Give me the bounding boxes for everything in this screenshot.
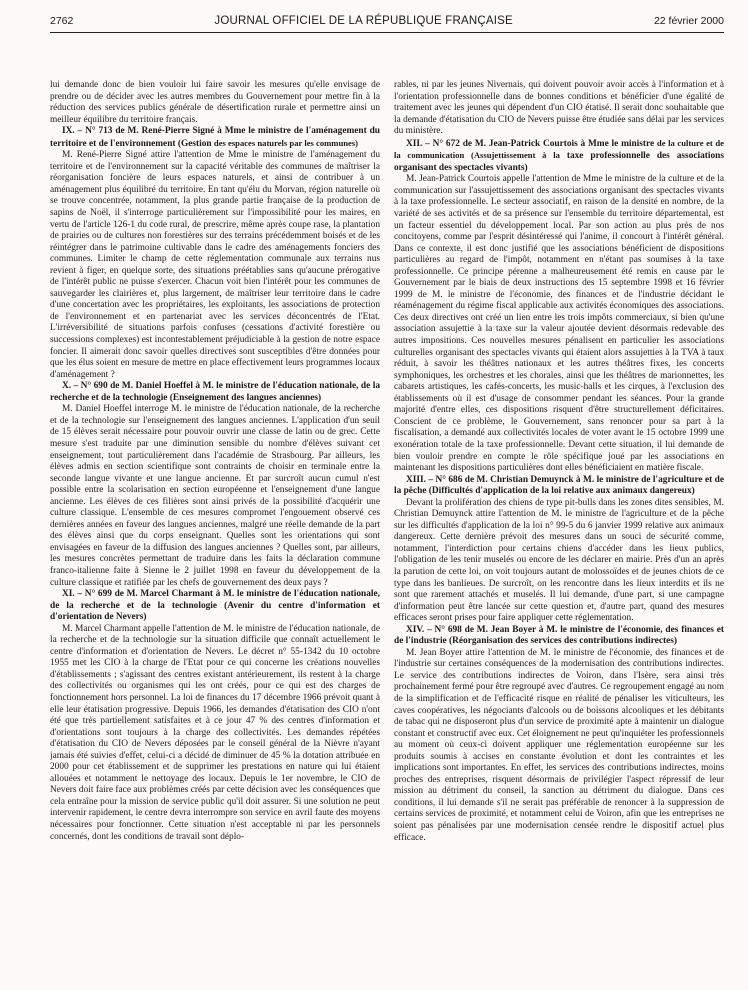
left-column xyxy=(50,80,380,972)
question-672-title: XII. – N° 672 de M. Jean-Patrick Courtois à Mme le ministre xyxy=(406,138,655,149)
header-rule xyxy=(50,32,724,33)
question-698-body: M. Jean Boyer attire l'attention de M. le ministre de l'économie, des finances et de l'industrie sur certaines conséquences de la modernisation des contributions indirectes. Le service des contributions indirectes de Voiron, dans l'Isère, sera ainsi très prochainement fermé pour être regroupé avec d'autres. Ce regroupement engagé au nom de la simplification et de l'efficacité risque en réalité de pénaliser les viticulteurs, les caves coopératives, les négociants d'alcools ou de boissons alcooliques et les débitants de tabac qui ne disposeront plus d'un service de proximité apte à maintenir un dialogue constant et constructif avec eux. Cet éloignement ne peut qu'inquiéter les professionnels au moment où ceux-ci doivent appliquer une réglementation européenne sur les produits soumis à accises en constante évolution et dont les contraintes et les implications sont importantes. En effet, les services des contributions indirectes, moins proches des entreprises, risquent désormais de privilégier l'aspect répressif de leur mission au détriment du conseil, la sanction au détriment du dialogue. Dans ces conditions, il lui demande s'il ne serait pas préférable de renoncer à la suppression de certains services de proximité, et notamment celui de Voiron, afin que les entreprises ne soient pas pénalisées par une modernisation censée rendre le dispositif actuel plus efficace. xyxy=(394,647,724,843)
question-713-subtitle: des espaces naturels par les communes) xyxy=(213,137,359,148)
continued-paragraph: lui demande donc de bien vouloir lui faire savoir les mesures qu'elle envisage de prendre ou de décider avec les autres membres du Gouvernement pour mettre fin à la réduction des services publics générale de désertification rurale et permettre ainsi un meilleur équilibre du territoire français. xyxy=(50,80,380,125)
question-713-heading xyxy=(50,126,380,150)
right-column xyxy=(394,80,724,972)
question-672-heading xyxy=(394,138,724,175)
question-699-title: XI. – N° 699 de M. Marcel Charmant à M. le ministre de l'éducation nationale, de la recherche et de la technologie (Avenir du centre d'information et d'orientation de Nevers) xyxy=(50,589,380,623)
continued-paragraph-right: rables, ni par les jeunes Nivernais, qui doivent pouvoir avoir accès à l'information et à l'orientation professionnelle dans de bonnes conditions et bénéficier d'une égalité de traitement avec les jeunes qui dépendent d'un CIO étatisé. Il serait donc souhaitable que la demande d'étatisation du CIO de Nevers puisse être étudiée sans délai par les services du ministère. xyxy=(394,80,724,137)
question-699-body: M. Marcel Charmant appelle l'attention de M. le ministre de l'éducation nationale, de la recherche et de la technologie sur la situation difficile que connaît actuellement le centre d'information et d'orientation de Nevers. Le décret n° 55-1342 du 10 octobre 1955 met les CIO à la charge de l'Etat pour ce qui concerne les créations nouvelles d'établissements ; s'agissant des centres existant antérieurement, ils restent à la charge des collectivités ou organismes qui les ont créés, pour ce qui est des charges de fonctionnement hors personnel. La loi de finances du 17 décembre 1966 prévoit quant à elle leur étatisation progressive. Depuis 1966, les demandes d'étatisation des CIO n'ont été que très partiellement satisfaites et à ce jour 47 % des centres d'information et d'orientations sont toujours à la charge des collectivités. Les demandes répétées d'étatisation du CIO de Nevers déposées par le conseil général de la Nièvre n'ayant jamais été suivies d'effet, celui-ci a décidé de diminuer de 45 % la dotation attribuée en 2000 pour cet établissement et de supprimer les prestations en nature qui lui étaient allouées et notamment le nettoyage des locaux. Depuis le 1er novembre, le CIO de Nevers doit faire face aux problèmes créés par cette décision avec les conséquences que cela entraîne pour la mission de service public qu'il doit assurer. Si une solution ne peut intervenir rapidement, le centre devra interrompre son service en avril faute des moyens nécessaires pour fonctionner. Cette situation n'est acceptable ni par les personnels concernés, dont les conditions de travail sont déplo- xyxy=(50,623,380,842)
page-header xyxy=(50,15,724,31)
question-713-body: M. René-Pierre Signé attire l'attention de Mme le ministre de l'aménagement du territoire et de l'environnement sur la capacité véritable des communes de maîtriser la réorganisation foncière de leurs espaces naturels, et ainsi de contribuer à un aménagement plus équilibré du territoire. En tant qu'élu du Morvan, région naturelle où se trouve concentrée, notamment, la plus grande partie française de la production de sapins de Noël, il s'interroge particulièrement sur l'impossibilité pour les maires, en vertu de l'article 126-1 du code rural, de prescrire, même après coupe rase, la plantation de prairies ou de cultures non forestières sur des terrains précédemment boisés et de les réintégrer dans le patrimoine cultivable dans le cadre des aménagements fonciers des communes. Limiter le champ de cette réglementation communale aux terrains nus revient à figer, en quelque sorte, des situations préétablies sans qu'aucune prérogative de l'intérêt public ne puisse s'exercer. Chacun voit bien l'intérêt pour les communes de sauvegarder les clairières et, plus largement, de maîtriser leur territoire dans le cadre d'une concertation avec les propriétaires, les exploitants, les associations de protection de l'environnement et en partenariat avec les services déconcentrés de l'Etat. L'irréversibilité de situations parfois confuses (cessations d'activité forestière ou successions complexes) est incontestablement préjudiciable à la gestion de notre espace foncier. Il aimerait donc savoir quelles directives sont susceptibles d'être données pour que les élus soient en mesure de mettre en place effectivement leurs programmes locaux d'aménagement ? xyxy=(50,150,380,380)
question-690-title: X. – N° 690 de M. Daniel Hoeffel à M. le ministre de l'éducation nationale, de la recherche et de la technologie (Enseignement des langues anciennes) xyxy=(50,381,380,403)
question-698-title: XIV. – N° 698 de M. Jean Boyer à M. le ministre de l'économie, des finances et de l'industrie (Réorganisation des services des contributions indirectes) xyxy=(394,624,724,647)
question-686-title: XIII. – N° 686 de M. Christian Demuynck à M. le ministre de l'agriculture et de la pêche (Difficultés d'application de la loi relative aux animaux dangereux) xyxy=(394,474,724,497)
question-686-body: Devant la prolifération des chiens de type pit-bulls dans les zones dites sensibles, M. Christian Demuynck attire l'attention de M. le ministre de l'agriculture et de la pêche sur les difficultés d'application de la loi n° 99-5 du 6 janvier 1999 relative aux animaux dangereux. Cette dernière prévoit des mesures dans un souci de sécurité comme, notamment, l'interdiction pour certains chiens d'accéder dans les lieux publics, l'obligation de les tenir muselés ou encore de les déclarer en mairie. Près d'un an après la parution de cette loi, on voit toujours autant de molossoïdes et de jeunes chiots de ce type dans les banlieues. De surcroît, on les rencontre dans les lieux interdits et ils ne sont que rarement attachés et muselés. Il lui demande, d'une part, si une campagne d'information peut être lancée sur cette question et, d'autre part, quand des mesures efficaces seront prises pour faire appliquer cette réglementation. xyxy=(394,497,724,624)
issue-date: 22 février 2000 xyxy=(653,15,724,27)
text-columns xyxy=(50,80,724,972)
question-672-subtitle: de la culture et de la communication (Assujettissement à la xyxy=(394,137,724,161)
question-672-title-end: taxe professionnelle des associations organisant des spectacles vivants) xyxy=(394,151,724,173)
question-690-body: M. Daniel Hoeffel interroge M. le ministre de l'éducation nationale, de la recherche et de la technologie sur l'enseignement des langues anciennes. L'application d'un seuil de 15 élèves serait nécessaire pour pouvoir ouvrir une classe de latin ou de grec. Cette mesure s'est traduite par une diminution sensible du nombre d'élèves suivant cet enseignement, tout particulièrement dans l'académie de Strasbourg. Par ailleurs, les élèves admis en section scientifique sont contraints de choisir en terminale entre la seconde langue vivante et une langue ancienne. Et par surcroît aucun cumul n'est possible entre la scolarisation en section européenne et l'enseignement d'une langue ancienne. Les élèves de ces filières sont ainsi privés de la possibilité d'acquérir une culture classique. L'ensemble de ces mesures compromet l'engouement observé ces dernières années en faveur des langues anciennes, malgré une réelle demande de la part des élèves ainsi que du corps enseignant. Quelles sont les orientations qui sont envisagées en faveur de la diffusion des langues anciennes ? Quelles sont, par ailleurs, les mesures concrètes permettant de traduire dans les faits la déclaration commune franco-italienne faite à Sienne le 2 juillet 1998 en faveur du développement de la culture classique et ratifiée par les chefs de gouvernement des deux pays ? xyxy=(50,404,380,588)
question-713-title: IX. – N° 713 de M. René-Pierre Signé à Mme le ministre de l'aménagement du territoire et de l'environnement (Gestion xyxy=(50,126,380,149)
journal-title: JOURNAL OFFICIEL DE LA RÉPUBLIQUE FRANÇAISE xyxy=(214,15,513,27)
page-number: 2762 xyxy=(50,15,74,27)
question-672-body: M. Jean-Patrick Courtois appelle l'attention de Mme le ministre de la culture et de la communication sur l'assujettissement des associations organisant des spectacles vivants à la taxe professionnelle. Le secteur associatif, en raison de la densité en nombre, de la variété de ses activités et de sa présence sur l'ensemble du territoire départemental, est un facteur essentiel du développement local. Par son action au plus près de nos concitoyens, comme par l'esprit désintéressé qui l'anime, il concourt à l'intérêt général. Dans ce contexte, il est donc justifié que les associations bénéficient de dispositions particulières au regard de l'impôt, notamment en n'étant pas soumises à la taxe professionnelle. Ce principe pérenne a malheureusement été remis en cause par le Gouvernement par le biais de deux instructions des 15 septembre 1998 et 16 février 1999 de M. le ministre de l'économie, des finances et de l'industrie décidant le réaménagement du régime fiscal applicable aux activités économiques des associations. Ces deux directives ont créé un lien entre les trois impôts commerciaux, si bien qu'une association assujettie à la taxe sur la valeur ajoutée devient désormais redevable des autres impositions. Ces nouvelles mesures pénalisent en particulier les associations culturelles organisant des spectacles vivants qui étaient alors assujetties à la TVA à taux réduit, à savoir les théâtres nationaux et les autres théâtres fixes, les concerts symphoniques, les orchestres et les chorales, ainsi que les théâtres de marionnettes, les cabarets artistiques, les cafés-concerts, les music-halls et les cirques, à l'exclusion des établissements où il est d'usage de consommer pendant les séances. Pour la grande majorité d'entre elles, ces dispositions risquent d'être structurellement déficitaires. Conscient de ce problème, le Gouvernement, sans renoncer pour sa part à la fiscalisation, a demandé aux collectivités locales de voter avant le 15 octobre 1999 une exonération totale de la taxe professionnelle. Devant cette situation, il lui demande de bien vouloir prendre en compte le rôle spécifique joué par les associations en maintenant les dispositions particulières dont elles bénéficiaient en matière fiscale. xyxy=(394,174,724,474)
